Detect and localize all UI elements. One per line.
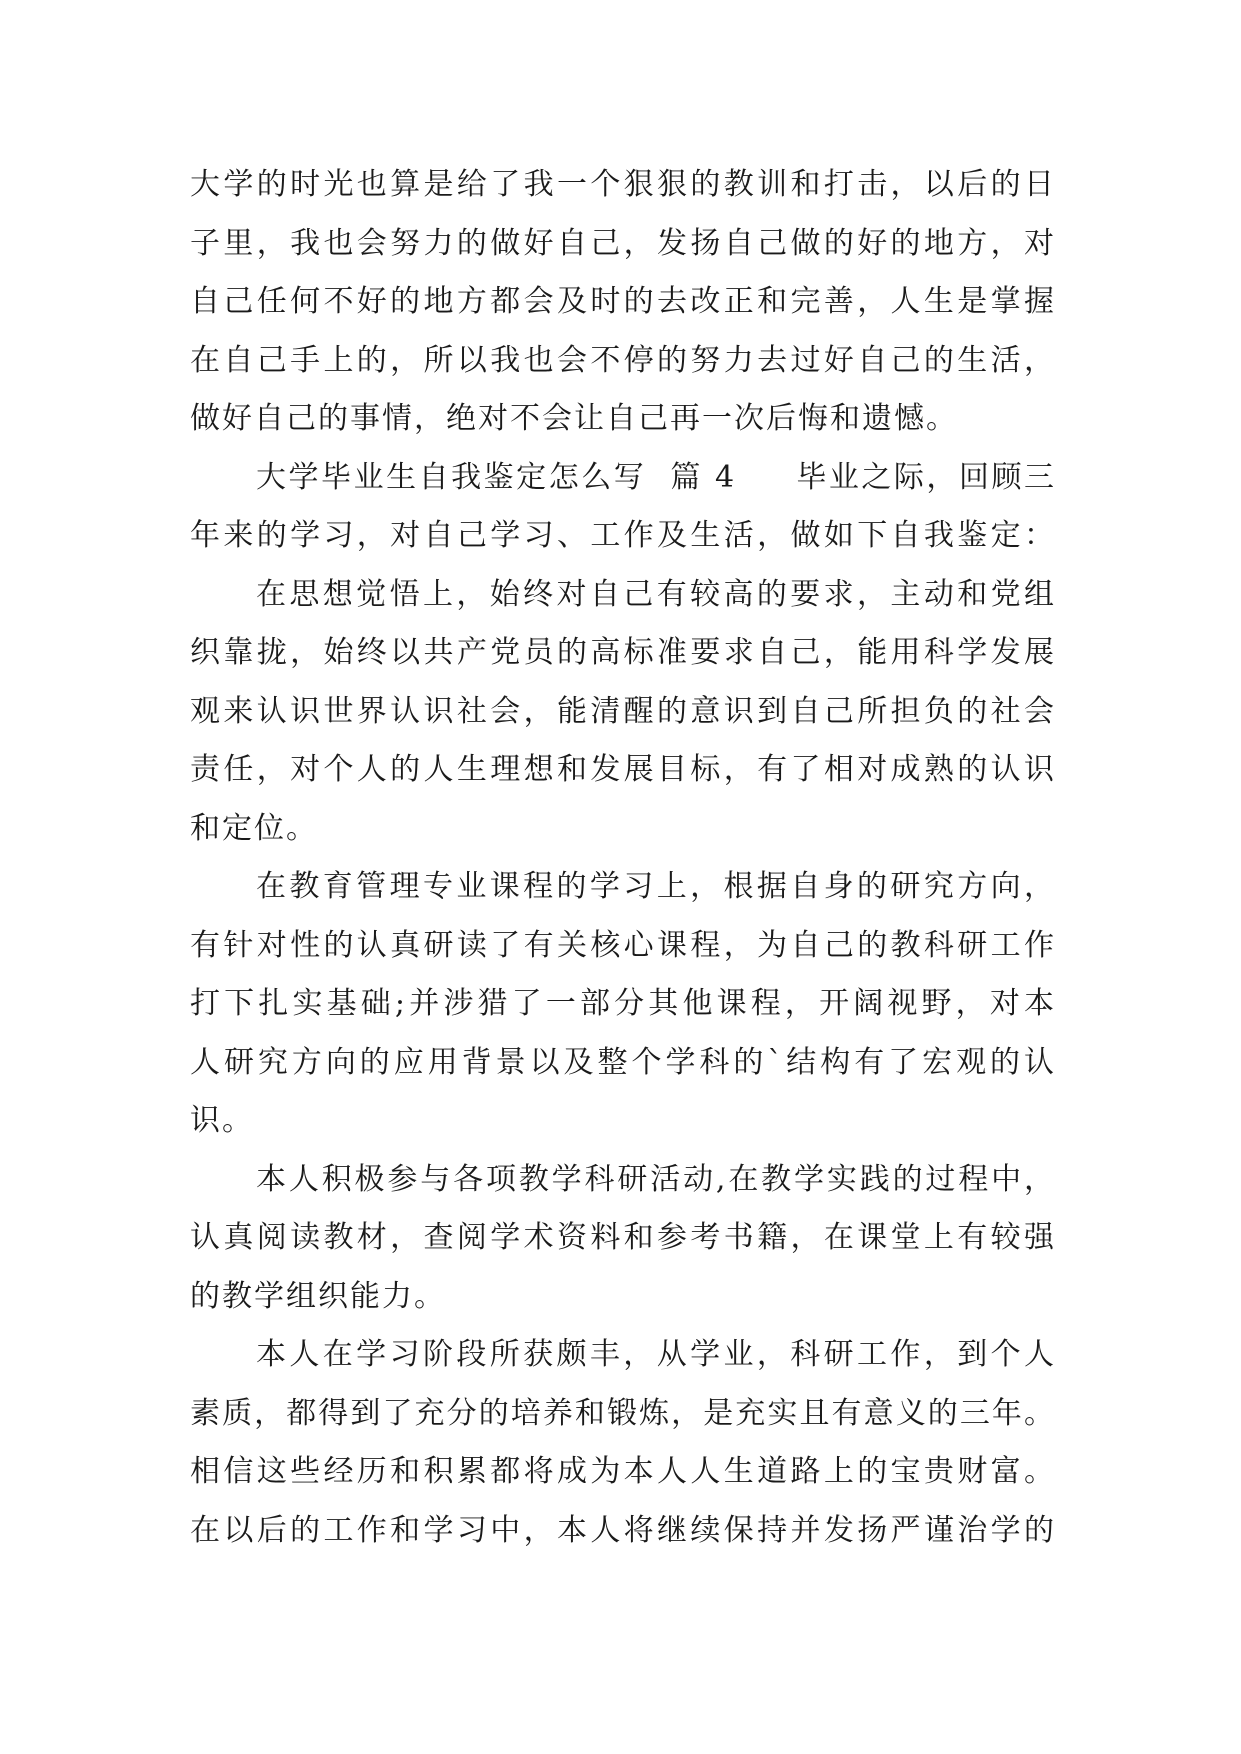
text-line: 做好自己的事情，绝对不会让自己再一次后悔和遗憾。 — [190, 401, 958, 436]
text-line: 观来认识世界认识社会，能清醒的意识到自己所担负的社会 — [190, 693, 1056, 729]
text-line: 年来的学习，对自己学习、工作及生活，做如下自我鉴定： — [190, 518, 1056, 553]
paragraph — [190, 1326, 1056, 1560]
text-line: 大学毕业生自我鉴定怎么写 篇 4 毕业之际，回顾三 — [256, 459, 1056, 495]
text-line: 素质，都得到了充分的培养和锻炼，是充实且有意义的三年。 — [190, 1395, 1056, 1431]
text-line: 责任，对个人的人生理想和发展目标，有了相对成熟的认识 — [190, 752, 1056, 787]
paragraph — [190, 449, 1056, 566]
text-line: 织靠拢，始终以共产党员的高标准要求自己，能用科学发展 — [190, 635, 1056, 670]
text-line: 的教学组织能力。 — [190, 1278, 446, 1314]
paragraph — [190, 566, 1056, 859]
text-line: 在自己手上的，所以我也会不停的努力去过好自己的生活， — [190, 342, 1056, 378]
text-line: 打下扎实基础;并涉猎了一部分其他课程，开阔视野，对本 — [190, 986, 1056, 1021]
paragraph — [190, 858, 1056, 1151]
text-line: 和定位。 — [190, 810, 318, 846]
text-line: 本人积极参与各项教学科研活动,在教学实践的过程中， — [256, 1161, 1056, 1197]
text-line: 有针对性的认真研读了有关核心课程，为自己的教科研工作 — [190, 927, 1056, 963]
text-line: 相信这些经历和积累都将成为本人人生道路上的宝贵财富。 — [190, 1454, 1056, 1489]
text-line: 人研究方向的应用背景以及整个学科的`结构有了宏观的认 — [190, 1044, 1056, 1080]
text-line: 在教育管理专业课程的学习上，根据自身的研究方向， — [256, 869, 1056, 904]
text-line: 识。 — [190, 1103, 254, 1138]
document-body — [190, 156, 1056, 1560]
text-line: 子里，我也会努力的做好自己，发扬自己做的好的地方，对 — [190, 225, 1056, 261]
text-line: 本人在学习阶段所获颇丰，从学业，科研工作，到个人 — [256, 1337, 1056, 1372]
text-line: 认真阅读教材，查阅学术资料和参考书籍，在课堂上有较强 — [190, 1220, 1056, 1255]
text-line: 自己任何不好的地方都会及时的去改正和完善，人生是掌握 — [190, 284, 1056, 319]
paragraph — [190, 1151, 1056, 1327]
text-line: 在以后的工作和学习中，本人将继续保持并发扬严谨治学的 — [190, 1512, 1056, 1548]
text-line: 大学的时光也算是给了我一个狠狠的教训和打击，以后的日 — [190, 167, 1056, 202]
paragraph — [190, 156, 1056, 449]
text-line: 在思想觉悟上，始终对自己有较高的要求，主动和党组 — [256, 576, 1056, 612]
